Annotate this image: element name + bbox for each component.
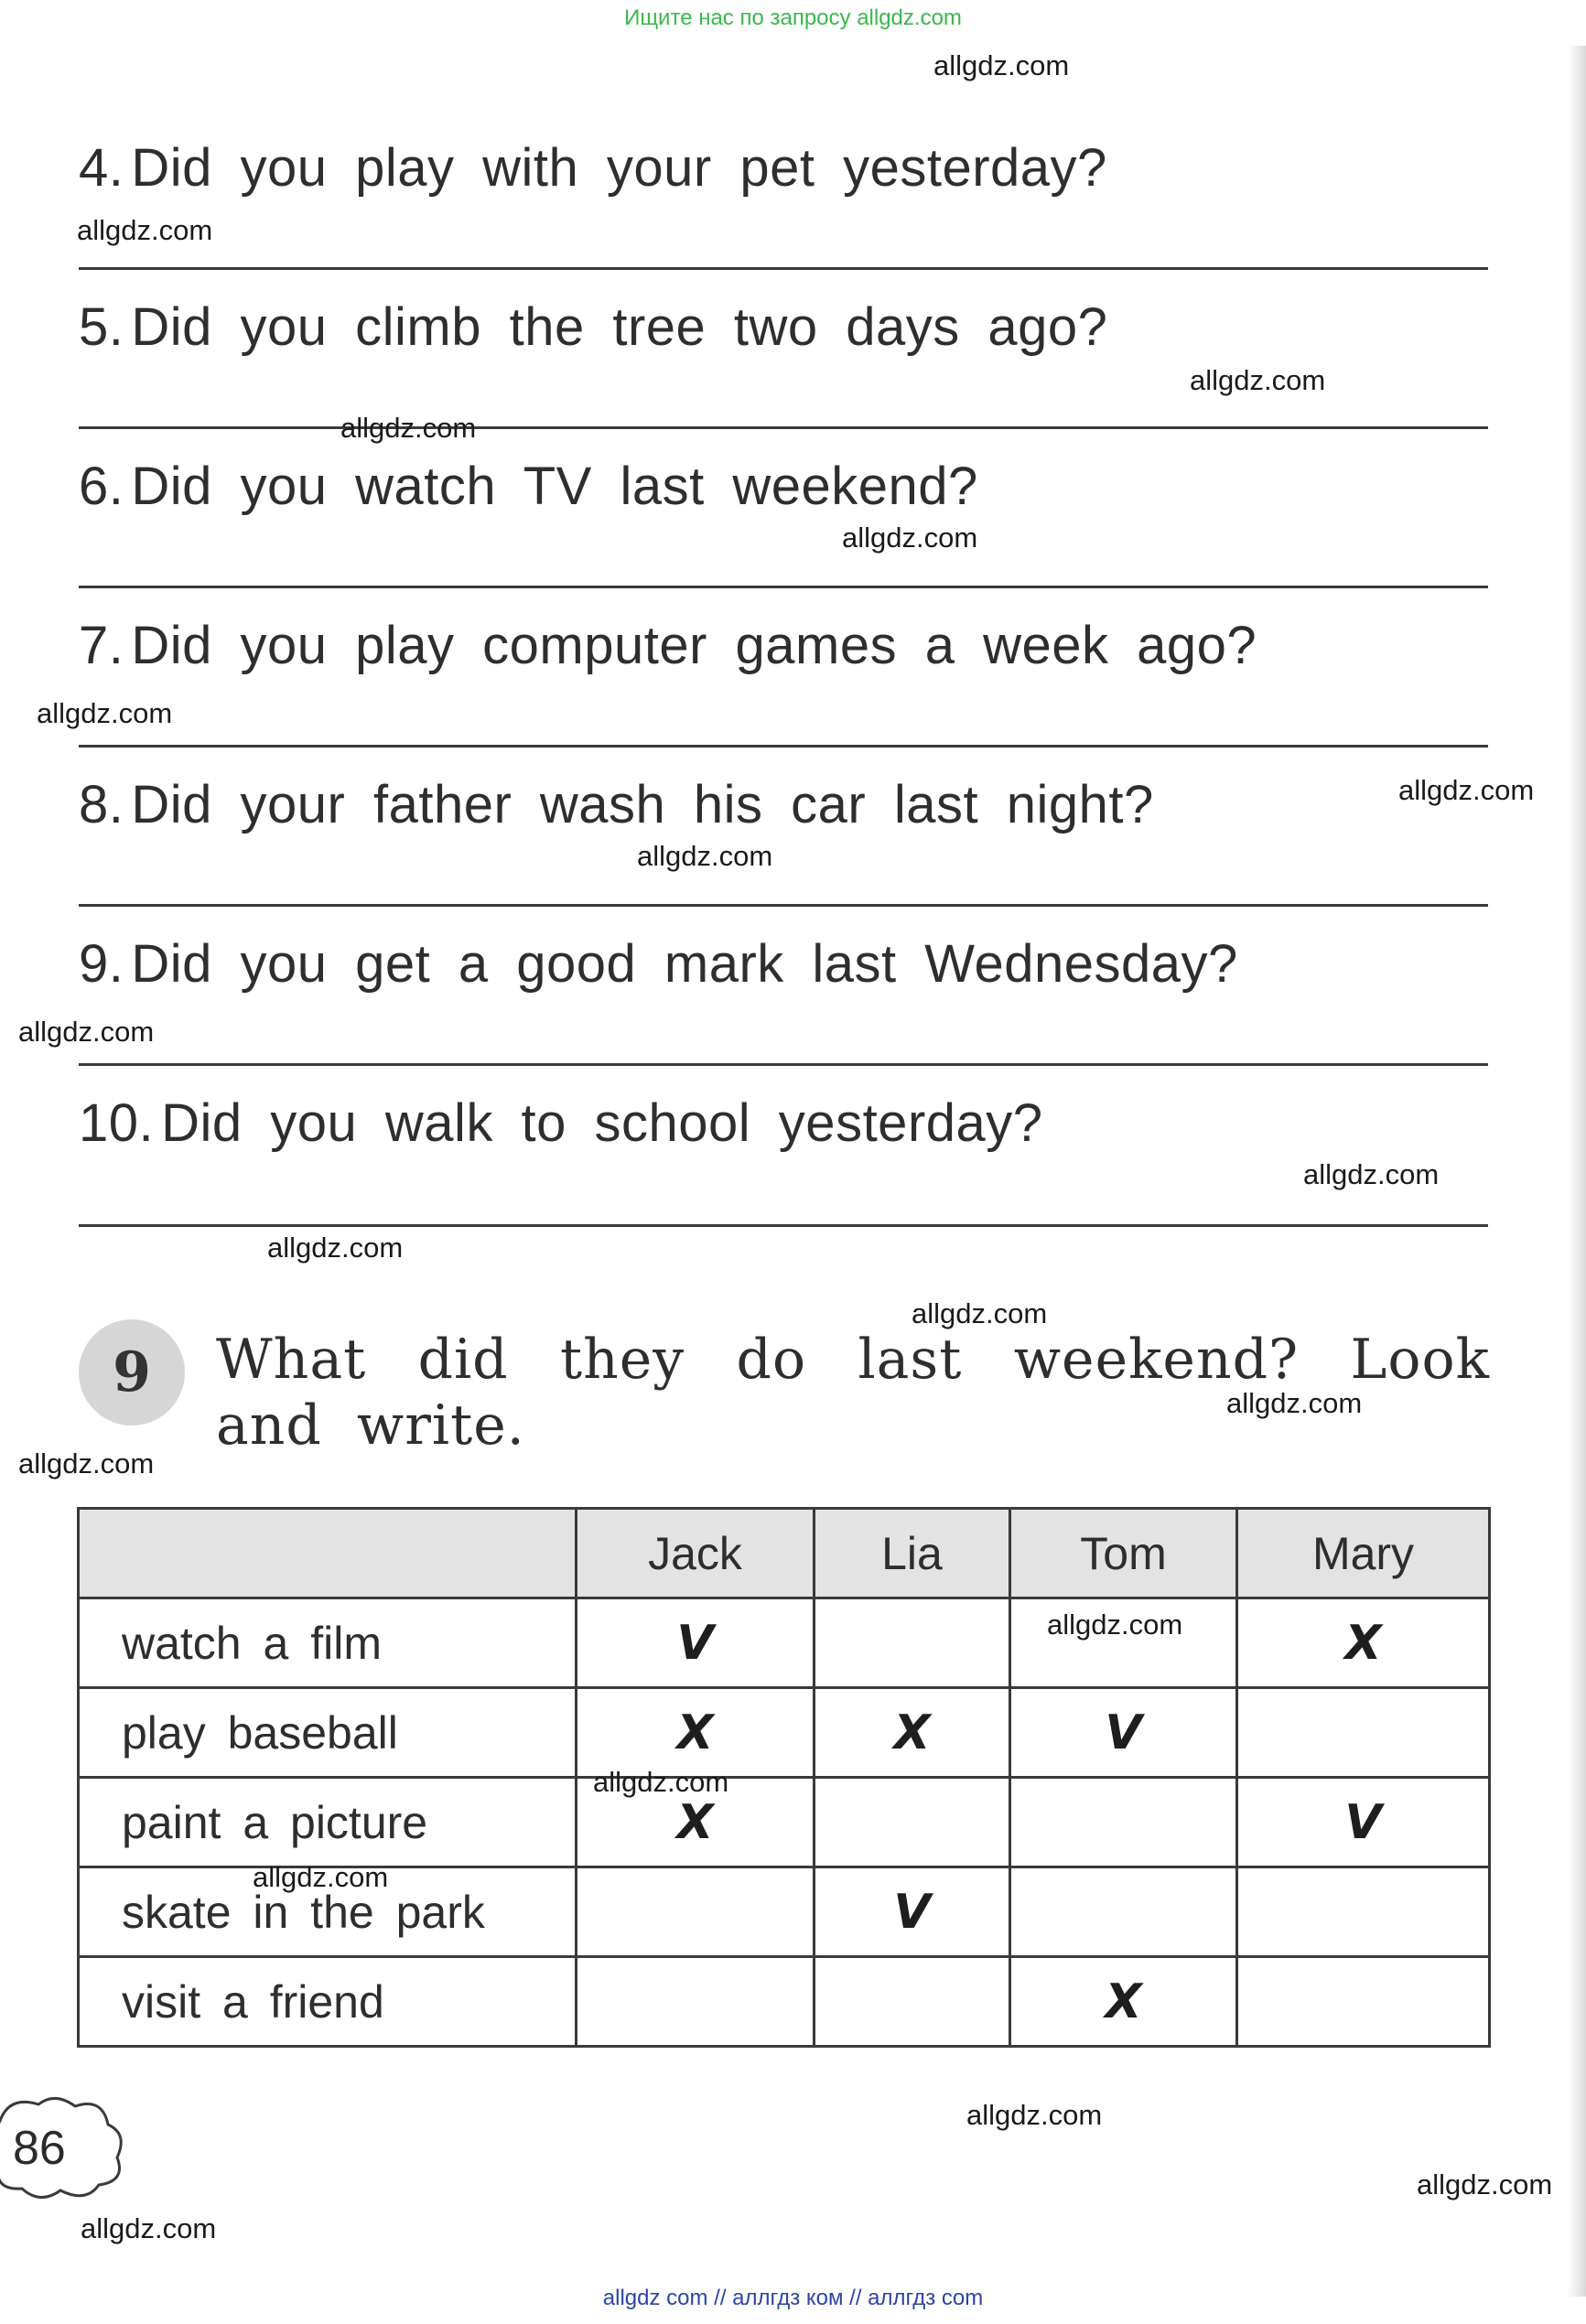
answer-line-6 [79, 586, 1488, 588]
question-6 [79, 456, 1488, 517]
question-number: 7. [79, 616, 124, 675]
answer-line-7 [79, 745, 1488, 748]
watermark: allgdz.com [1398, 774, 1535, 806]
header-cell-mary: Mary [1237, 1509, 1490, 1598]
watermark: allgdz.com [253, 1861, 389, 1893]
page-number: 86 [13, 2122, 66, 2175]
watermark: allgdz.com [842, 522, 978, 554]
mark-cell: X [815, 1688, 1010, 1778]
page-number-badge [0, 2093, 128, 2201]
mark-cell [1010, 1778, 1237, 1867]
header-cell-tom: Tom [1010, 1509, 1237, 1598]
question-number: 9. [79, 934, 124, 994]
mark-cell [577, 1867, 815, 1957]
activity-table [77, 1507, 1491, 2048]
watermark: allgdz.com [267, 1232, 404, 1264]
mark-cell: X [1237, 1598, 1490, 1688]
bottom-banner[interactable]: allgdz com // аллгдз ком // аллгдз com [602, 2286, 984, 2310]
question-text: Did you walk to school yesterday? [161, 1093, 1043, 1153]
table-row [79, 1957, 1490, 2047]
question-8 [79, 774, 1488, 835]
activity-cell: visit a friend [79, 1957, 577, 2047]
watermark: allgdz.com [77, 214, 213, 246]
header-cell-lia: Lia [815, 1509, 1010, 1598]
watermark: allgdz.com [966, 2099, 1103, 2131]
header-cell-jack: Jack [577, 1509, 815, 1598]
answer-line-10 [79, 1224, 1488, 1227]
watermark: allgdz.com [1226, 1387, 1363, 1419]
mark-cell: V [1010, 1688, 1237, 1778]
mark-cell [1237, 1957, 1490, 2047]
watermark: allgdz.com [81, 2212, 217, 2244]
mark-cell [1010, 1867, 1237, 1957]
mark-cell: X [577, 1688, 815, 1778]
watermark: allgdz.com [1190, 364, 1326, 396]
mark-cell [815, 1957, 1010, 2047]
table-row [79, 1778, 1490, 1867]
table-row [79, 1598, 1490, 1688]
header-cell-empty [79, 1509, 577, 1598]
question-text: Did you climb the tree two days ago? [131, 297, 1108, 357]
mark-cell: V [1237, 1778, 1490, 1867]
question-text: Did you play computer games a week ago? [131, 616, 1257, 675]
activity-cell: paint a picture [79, 1778, 577, 1867]
watermark: allgdz.com [18, 1016, 155, 1048]
mark-cell [815, 1778, 1010, 1867]
mark-cell [577, 1957, 815, 2047]
table-header-row [79, 1509, 1490, 1598]
question-number: 10. [79, 1093, 155, 1153]
table-row [79, 1688, 1490, 1778]
mark-cell: X [1010, 1957, 1237, 2047]
answer-line-5 [79, 426, 1488, 429]
question-text: Did you watch TV last weekend? [131, 457, 978, 516]
answer-line-4 [79, 267, 1488, 270]
mark-cell [1237, 1867, 1490, 1957]
activity-cell: skate in the park [79, 1867, 577, 1957]
question-5 [79, 296, 1488, 358]
question-10 [79, 1092, 1488, 1154]
question-number: 4. [79, 138, 124, 198]
watermark: allgdz.com [1303, 1158, 1440, 1190]
page-edge-shadow [1568, 46, 1586, 2297]
mark-cell: X [577, 1778, 815, 1867]
mark-cell: V [815, 1867, 1010, 1957]
answer-line-8 [79, 904, 1488, 907]
exercise-number-badge: 9 [79, 1319, 185, 1426]
mark-cell [1237, 1688, 1490, 1778]
question-text: Did you play with your pet yesterday? [131, 138, 1107, 198]
question-number: 5. [79, 297, 124, 357]
question-text: Did your father wash his car last night? [131, 775, 1154, 834]
watermark: allgdz.com [637, 840, 773, 872]
watermark: allgdz.com [912, 1297, 1048, 1329]
question-number: 8. [79, 775, 124, 834]
watermark: allgdz.com [340, 412, 477, 444]
watermark: allgdz.com [593, 1766, 729, 1798]
mark-cell [815, 1598, 1010, 1688]
question-text: Did you get a good mark last Wednesday? [131, 934, 1238, 994]
question-9 [79, 933, 1488, 995]
activity-cell: play baseball [79, 1688, 577, 1778]
watermark: allgdz.com [37, 697, 173, 729]
activity-cell: watch a film [79, 1598, 577, 1688]
watermark: allgdz.com [1047, 1609, 1183, 1641]
question-number: 6. [79, 457, 124, 516]
question-4 [79, 137, 1488, 199]
question-7 [79, 615, 1488, 676]
watermark: allgdz.com [18, 1447, 155, 1479]
watermark: allgdz.com [1417, 2168, 1553, 2200]
top-banner[interactable]: Ищите нас по запросу allgdz.com [624, 5, 962, 30]
answer-line-9 [79, 1063, 1488, 1066]
exercise-instruction: What did they do last weekend? Look and write. [216, 1328, 1490, 1458]
watermark: allgdz.com [933, 49, 1070, 81]
mark-cell: V [577, 1598, 815, 1688]
